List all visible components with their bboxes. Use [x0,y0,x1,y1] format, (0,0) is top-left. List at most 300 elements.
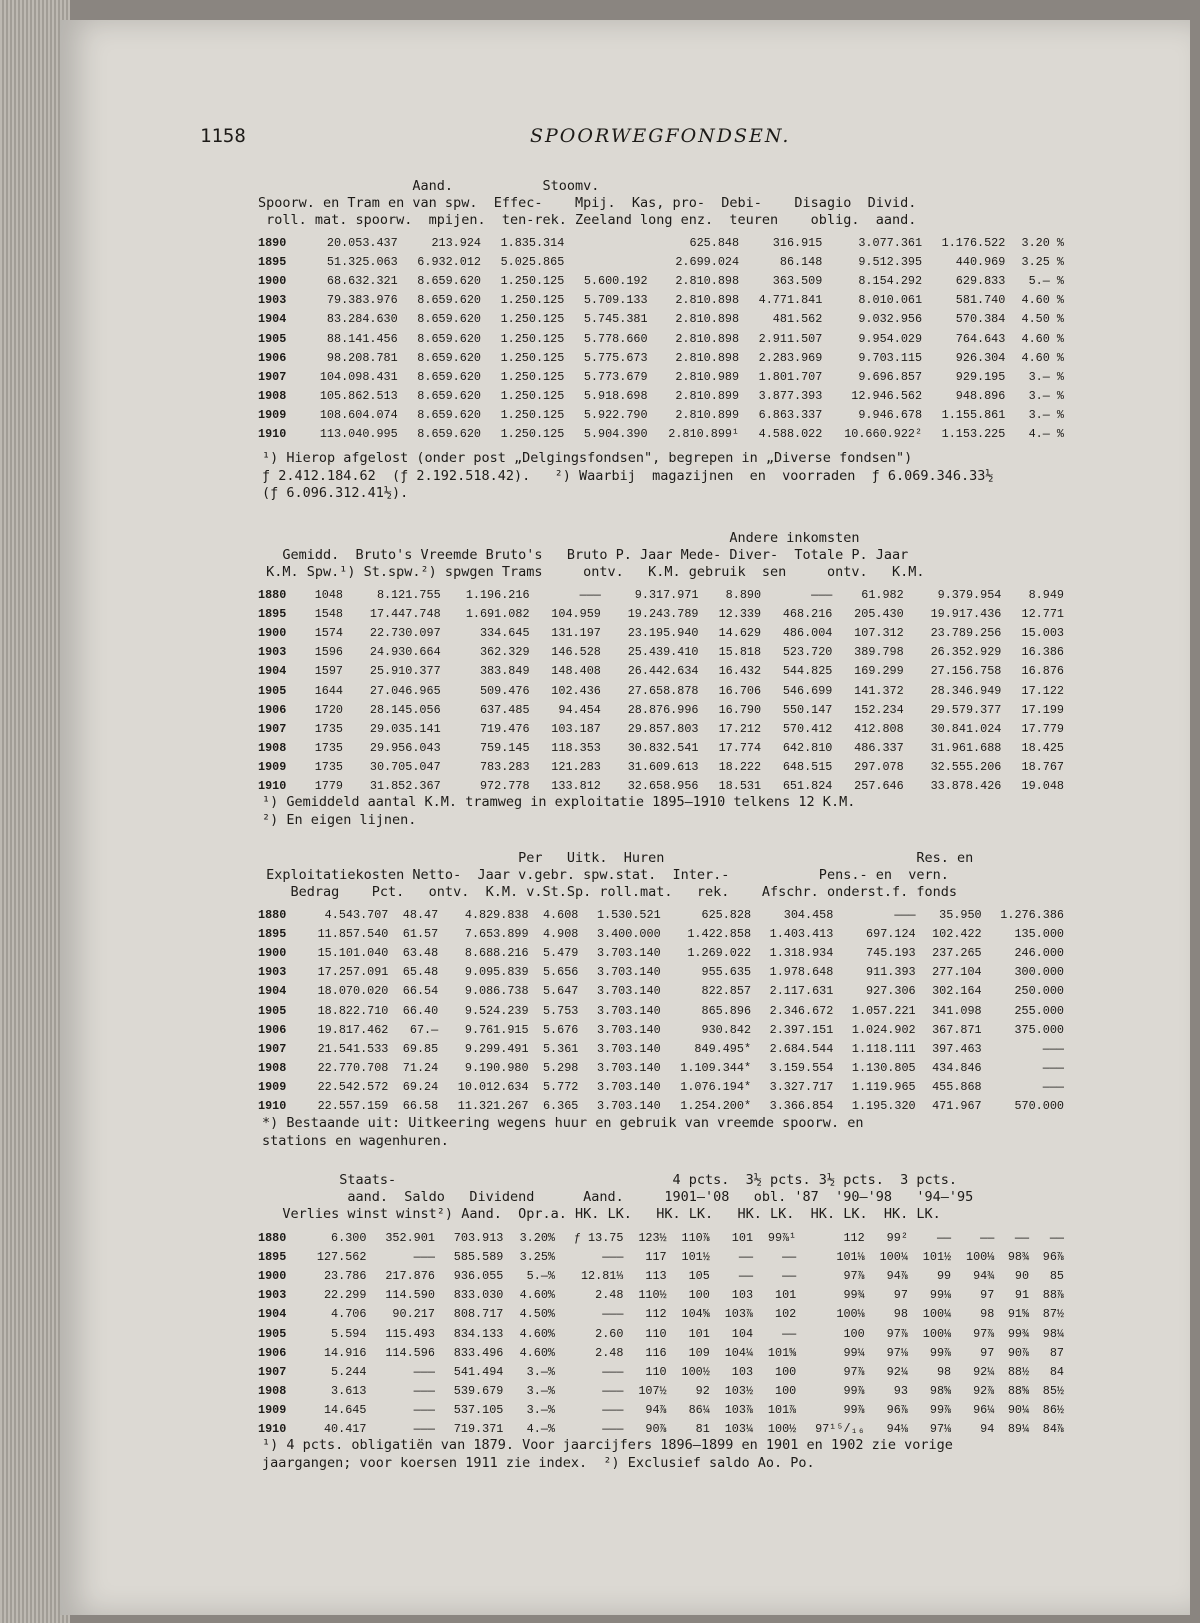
table-cell: 67.— [409,1022,439,1037]
table-cell: 102.422 [932,926,982,941]
table-cell: 92¼ [973,1364,995,1379]
row-year: 1903 [258,645,287,660]
table-cell: ——— [413,1422,435,1437]
row-year: 1906 [258,350,287,365]
table-cell: 297.078 [854,760,904,775]
table2-footnote: ¹) Gemiddeld aantal K.M. tramweg in exploitatie 1895—1910 telkens 12 K.M. ²) En eigen lijnen. [262,794,856,828]
row-year: 1900 [258,945,287,960]
table-row [258,739,1068,758]
table-cell: 948.896 [955,389,1006,404]
table-cell: 651.824 [782,779,833,794]
table-cell: 205.430 [854,606,904,621]
table-cell: —— [782,1268,797,1283]
table-cell: 237.265 [932,945,982,960]
table-cell: 28.876.996 [627,702,699,717]
table-row [258,905,1068,924]
table-cell: 114.596 [385,1345,435,1360]
table-cell: 648.515 [782,760,833,775]
table4-footnote: ¹) 4 pcts. obligatiën van 1879. Voor jaarcijfers 1896—1899 en 1901 en 1902 zie vorige jaargangen; voor koersen 1911 zie index. ²) Exclusief saldo Ao. Po. [262,1437,953,1471]
table-cell: 250.000 [1014,984,1064,999]
row-year: 1906 [258,1345,287,1360]
table-row [258,982,1068,1001]
table-cell: 85½ [1042,1384,1064,1399]
table-cell: 104⅝ [681,1307,710,1322]
table3-footnote: *) Bestaande uit: Uitkeering wegens huur en gebruik van vreemde spoorw. en stations en wagenhuren. [262,1115,864,1149]
table-cell: 19.817.462 [317,1022,389,1037]
table-cell: 4.60 % [1021,331,1064,346]
table-cell: 96⅞ [886,1403,908,1418]
table-row [258,1001,1068,1020]
table-cell: 2.810.899 [675,389,740,404]
table-cell: 12.771 [1021,606,1064,621]
table-cell: 642.810 [782,741,833,756]
table-cell: 5.904.390 [583,427,648,442]
table-cell: —— [738,1268,754,1283]
table-cell: 26.442.634 [627,664,699,679]
table-cell: 625.828 [701,907,752,922]
table-cell: 539.679 [453,1384,504,1399]
table-cell: 3.703.140 [596,1080,661,1095]
table-cell: 629.833 [955,273,1006,288]
table-cell: 19.243.789 [627,606,699,621]
table-row [258,329,1068,348]
table-cell: 94¾ [973,1268,995,1283]
table-cell: 25.439.410 [627,645,699,660]
table-cell: 3.20% [519,1230,555,1245]
table-cell: ——— [602,1364,624,1379]
table-cell: 1.118.111 [851,1041,916,1056]
table-cell: 9.299.491 [464,1041,529,1056]
table-cell: 5.656 [542,965,579,980]
table-cell: 537.105 [453,1403,504,1418]
table-cell: 334.645 [479,625,530,640]
table-cell: 20.053.437 [326,235,398,250]
table-row [258,700,1068,719]
table-cell: 1.269.022 [687,945,752,960]
table-cell: 100 [843,1326,865,1341]
table-cell: 116 [645,1345,667,1360]
table-cell: 15.003 [1021,625,1064,640]
table-cell: 27.658.878 [627,683,699,698]
table1-balance [258,233,1068,444]
table-cell: 4.—% [526,1422,555,1437]
page-number: 1158 [200,125,246,147]
table-cell: ——— [602,1403,624,1418]
table-cell: 99⅞ [843,1403,865,1418]
table-row [258,681,1068,700]
table-cell: 1735 [314,721,344,736]
table-cell: 1735 [314,741,344,756]
row-year: 1907 [258,1364,287,1379]
table-cell: 2.48 [595,1288,624,1303]
table-cell: 100⅛ [922,1326,952,1341]
table-cell: 100½ [767,1422,797,1437]
table-cell: 87 [1049,1345,1064,1360]
table-cell: 141.372 [854,683,904,698]
table-cell: 110 [645,1326,667,1341]
table-cell: 4.608 [542,907,579,922]
table-cell: 89¼ [1007,1422,1030,1437]
table-cell: 92 [695,1384,710,1399]
table-cell: 16.876 [1021,664,1064,679]
table-cell: 541.494 [453,1364,504,1379]
table-cell: 4.771.841 [758,293,823,308]
table-cell: 8.659.620 [417,408,481,423]
row-year: 1908 [258,389,287,404]
table-cell: 637.485 [479,702,530,717]
table-cell: 2.810.899¹ [668,427,740,442]
table-cell: —— [782,1326,797,1341]
table-cell: ——— [413,1403,435,1418]
table-cell: 71.24 [402,1061,439,1076]
table-cell: 17.447.748 [369,606,441,621]
table-cell: 112 [843,1230,865,1245]
table-cell: 3.877.393 [758,389,823,404]
table-cell: 9.946.678 [858,408,923,423]
table-cell: 4.— % [1028,427,1064,442]
table-cell: 26.352.929 [930,645,1002,660]
table-cell: —— [1049,1230,1064,1245]
table-cell: 8.659.620 [417,389,481,404]
table-cell: 9.379.954 [937,587,1002,602]
table-cell: 22.730.097 [369,625,441,640]
table-cell: 105 [688,1268,710,1283]
table-cell: 100¼ [922,1307,952,1322]
table-cell: 255.000 [1014,1003,1064,1018]
table1-header: Aand. Stoomv. Spoorw. en Tram en van spw. Effec- Mpij. Kas, pro- Debi- Disagio Divid. roll. mat. spoorw. mpijen. ten-rek. Zeeland long enz. teuren oblig. aand. [258,178,917,228]
row-year: 1909 [258,408,287,423]
row-year: 1907 [258,1041,287,1056]
table-cell: 1.250.125 [500,408,565,423]
table-cell: 88.141.456 [326,331,398,346]
table-cell: 1.276.386 [1000,907,1064,922]
table-cell: 65.48 [402,965,439,980]
table-cell: 3.— % [1028,408,1064,423]
table-cell: 3.20 % [1021,235,1064,250]
table-cell: 17.779 [1021,721,1064,736]
table-cell: 101½ [922,1249,952,1264]
table-cell: 9.190.980 [464,1061,529,1076]
table-cell: 104¼ [724,1345,754,1360]
table-cell: 23.789.256 [930,625,1002,640]
row-year: 1904 [258,312,287,327]
table-cell: 85 [1049,1268,1064,1283]
table-cell: 90¼ [1007,1403,1030,1418]
table-cell: —— [1014,1230,1030,1245]
table-cell: 808.717 [453,1307,504,1322]
table-cell: 764.643 [955,331,1006,346]
table-cell: 110½ [638,1288,667,1303]
table-cell: 9.761.915 [464,1022,529,1037]
table-cell: ——— [579,587,601,602]
table-row [258,924,1068,943]
row-year: 1904 [258,664,287,679]
table-cell: 3.703.140 [596,945,661,960]
table-cell: 100⅛ [836,1307,865,1322]
table-row [258,406,1068,425]
row-year: 1903 [258,293,287,308]
table-cell: 30.841.024 [930,721,1002,736]
table-cell: 929.195 [955,369,1006,384]
table-cell: 98⅝ [929,1384,952,1399]
row-year: 1910 [258,779,287,794]
table-cell: 15.818 [718,645,762,660]
table-cell: 8.659.620 [417,273,481,288]
table-cell: 3.— % [1028,389,1064,404]
table-cell: 16.706 [718,683,762,698]
table-cell: 29.579.377 [930,702,1002,717]
table-cell: 570.384 [955,312,1006,327]
table-cell: 11.321.267 [457,1099,529,1114]
table-cell: 3.366.854 [769,1099,834,1114]
row-year: 1909 [258,1403,287,1418]
table-cell: 15.101.040 [317,945,389,960]
table-cell: 103½ [724,1384,754,1399]
table-cell: 1.250.125 [500,369,565,384]
table-cell: ——— [413,1384,435,1399]
table-cell: 66.58 [402,1099,439,1114]
table-row [258,719,1068,738]
table-cell: 31.961.688 [930,741,1002,756]
table-cell: 783.283 [479,760,530,775]
table-cell: 4.908 [542,926,579,941]
table-cell: 90⅞ [645,1422,667,1437]
table-cell: 127.562 [316,1249,367,1264]
table-cell: 93 [893,1384,908,1399]
table-cell: 9.703.115 [858,350,923,365]
table-cell: 63.48 [402,945,439,960]
table-cell: 8.659.620 [417,350,481,365]
table-cell: 2.810.898 [675,312,740,327]
table-cell: 99⅞¹ [767,1230,797,1245]
table-cell: 9.317.971 [634,587,699,602]
table-cell: 1.250.125 [500,350,565,365]
table-cell: 397.463 [932,1041,982,1056]
table-cell: 19.048 [1021,779,1064,794]
table-cell: 3.703.140 [596,984,661,999]
table-cell: 17.122 [1021,683,1064,698]
table-cell: 759.145 [479,741,530,756]
table-cell: 1.801.707 [758,369,823,384]
table-cell: 23.786 [323,1268,367,1283]
table-cell: 509.476 [479,683,530,698]
table-cell: 10.660.922² [844,427,923,442]
table-cell: 375.000 [1014,1022,1064,1037]
table-cell: 40.417 [323,1422,367,1437]
table1-footnote: ¹) Hierop afgelost (onder post „Delgingsfondsen", begrepen in „Diverse fondsen") ƒ 2.412.184.62 (ƒ 2.192.518.42). ²) Waarbij magazijnen en voorraden ƒ 6.069.346.33½ (ƒ 6.096.312.41½). [262,450,994,501]
table-cell: 481.562 [772,312,823,327]
table-cell: 8.659.620 [417,293,481,308]
table-cell: 2.397.151 [769,1022,834,1037]
table-cell: 849.495* [694,1041,752,1056]
table-cell: 51.325.063 [326,254,398,269]
table-cell: 17.199 [1021,702,1064,717]
table-cell: 1720 [314,702,344,717]
table-cell: 16.790 [718,702,762,717]
table-cell: 412.808 [854,721,904,736]
table-cell: 84 [1049,1364,1064,1379]
table-cell: 103⅞ [724,1403,754,1418]
table-cell: 2.810.898 [675,293,740,308]
page-title: SPOORWEGFONDSEN. [530,125,791,147]
table-cell: 5.594 [331,1326,367,1341]
table-cell: 1735 [314,760,344,775]
row-year: 1907 [258,721,287,736]
table-cell: 745.193 [866,945,916,960]
table-cell: 97⅞ [843,1268,865,1283]
table-cell: 97 [893,1288,908,1303]
table-cell: 1.250.125 [500,312,565,327]
table-row [258,252,1068,271]
table-cell: 103⅞ [724,1307,754,1322]
table-cell: 9.524.239 [464,1003,529,1018]
table-cell: 101½ [681,1249,710,1264]
table-cell: ——— [602,1422,624,1437]
table-cell: 69.85 [402,1041,439,1056]
table-cell: 2.60 [595,1326,624,1341]
table-cell: 101⅛ [836,1249,865,1264]
table-cell: 10.012.634 [457,1080,529,1095]
table-cell: ——— [1042,1061,1064,1076]
table-cell: 697.124 [866,926,916,941]
table-row [258,662,1068,681]
table-cell: 834.133 [453,1326,504,1341]
table-cell: ——— [811,587,833,602]
table-cell: 100½ [681,1364,710,1379]
table-cell: 61.57 [402,926,439,941]
table-cell: 97 [980,1345,995,1360]
table-row [258,1266,1068,1285]
table-cell: 5.918.698 [583,389,648,404]
table-cell: 29.857.803 [627,721,699,736]
table-cell: 94⅞ [886,1268,908,1283]
table-cell: 6.300 [331,1230,367,1245]
table-cell: 5.647 [542,984,579,999]
table-cell: 362.329 [479,645,530,660]
row-year: 1906 [258,1022,287,1037]
row-year: 1895 [258,606,287,621]
table-cell: 3.327.717 [769,1080,834,1095]
table-cell: 1.250.125 [500,427,565,442]
table-cell: 83.284.630 [326,312,398,327]
table-cell: 131.197 [551,625,601,640]
table-cell: 277.104 [932,965,982,980]
table-cell: 14.629 [718,625,762,640]
table-cell: 32.555.206 [930,760,1002,775]
table-cell: 68.632.321 [326,273,398,288]
table-cell: 955.635 [701,965,752,980]
row-year: 1908 [258,741,287,756]
table-cell: 434.846 [932,1061,982,1076]
table-cell: 101⅞ [767,1403,797,1418]
table-cell: 3.400.000 [596,926,661,941]
table-cell: ——— [413,1364,435,1379]
table-row [258,1286,1068,1305]
table-row [258,425,1068,444]
table-cell: 5.025.865 [500,254,565,269]
table-cell: 100 [775,1384,797,1399]
table-cell: 5.676 [542,1022,579,1037]
table-cell: 48.47 [402,907,439,922]
table-cell: 100 [688,1288,710,1303]
table-cell: 5.772 [542,1080,579,1095]
table-cell: 8.010.061 [858,293,923,308]
table-cell: 90 [1014,1268,1030,1283]
table-cell: 9.512.395 [858,254,923,269]
row-year: 1905 [258,683,287,698]
table-cell: 110 [645,1364,667,1379]
table-cell: 2.48 [595,1345,624,1360]
table-cell: —— [738,1249,754,1264]
table-cell: 12.946.562 [851,389,923,404]
row-year: 1895 [258,926,287,941]
table-cell: 3.703.140 [596,1099,661,1114]
table-cell: ——— [1042,1041,1064,1056]
table-cell: 101 [731,1230,754,1245]
table-cell: 5.753 [542,1003,579,1018]
row-year: 1904 [258,984,287,999]
table-cell: 18.070.020 [317,984,389,999]
table-cell: 135.000 [1014,926,1064,941]
table-cell: 94.454 [558,702,601,717]
table-cell: 88⅞ [1042,1288,1064,1303]
table-row [258,1305,1068,1324]
table-cell: 109 [688,1345,710,1360]
table-cell: 865.896 [701,1003,752,1018]
table-cell: 100⅛ [965,1249,995,1264]
table4-dividends-courses [258,1228,1068,1439]
row-year: 1900 [258,1268,287,1283]
table-cell: 152.234 [854,702,904,717]
table-cell: 9.086.738 [464,984,529,999]
table-cell: 99¾ [843,1288,865,1303]
table-cell: 103 [731,1288,754,1303]
table-cell: 5.778.660 [583,331,648,346]
table-row [258,271,1068,290]
table-cell: 18.222 [718,760,762,775]
table-row [258,387,1068,406]
table-cell: —— [980,1230,995,1245]
table-row [258,1039,1068,1058]
table-cell [568,233,651,252]
table-cell: 9.954.029 [858,331,923,346]
row-year: 1905 [258,331,287,346]
table-cell: —— [936,1230,952,1245]
table-cell: 1.176.522 [941,235,1006,250]
table-cell: 99⅞ [929,1403,952,1418]
table-cell: 5.— % [1028,273,1064,288]
table-cell: 1.130.805 [851,1061,916,1076]
table-cell: 98.208.781 [326,350,398,365]
table-cell: 9.095.839 [464,965,529,980]
table-cell: 1.403.413 [769,926,834,941]
table-cell: 86¼ [688,1403,710,1418]
table-cell: 8.659.620 [417,312,481,327]
table-row [258,1078,1068,1097]
table-row [258,1097,1068,1116]
table-cell: 2.810.899 [675,408,740,423]
table-cell: 217.876 [385,1268,435,1283]
table-cell: 972.778 [479,779,530,794]
table-cell: 169.299 [854,664,904,679]
table-cell: 90.217 [392,1307,435,1322]
row-year: 1880 [258,1230,287,1245]
table-cell: 1.195.320 [851,1099,916,1114]
table-cell: 6.365 [542,1099,579,1114]
table-cell: 1644 [314,683,344,698]
table-cell: 69.24 [402,1080,439,1095]
table-cell: 6.932.012 [417,254,481,269]
